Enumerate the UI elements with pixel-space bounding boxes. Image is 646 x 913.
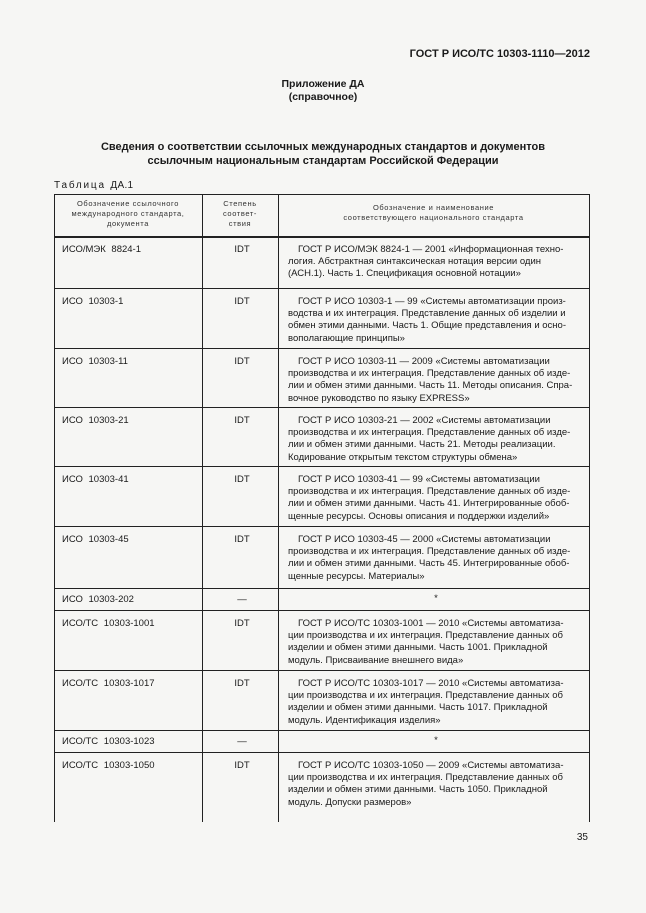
row-national-standard <box>288 415 584 464</box>
header-col-reference-line: Обозначение ссылочного <box>77 199 179 208</box>
row-reference: ИСО 10303-11 <box>62 356 128 367</box>
page-title-line-1: Сведения о соответствии ссылочных международных стандартов и документов <box>100 141 546 153</box>
row-text-line: ГОСТ Р ИСО 10303-21 — 2002 «Системы автоматизации <box>298 415 551 426</box>
row-text-line: производства и их интеграция. Представление данных об изде- <box>288 368 571 380</box>
header-col-reference-line: международного стандарта, <box>71 209 185 218</box>
row-text-line: ГОСТ Р ИСО/ТС 10303-1001 — 2010 «Системы автоматиза- <box>298 618 564 629</box>
row-degree: IDT <box>234 760 250 771</box>
table-caption-number: ДА.1 <box>110 180 134 191</box>
header-col-degree-line: ствия <box>228 219 252 228</box>
row-divider <box>54 407 590 408</box>
table-caption <box>54 180 133 191</box>
header-col-reference <box>54 199 202 229</box>
row-text-line: ГОСТ Р ИСО/ТС 10303-1050 — 2009 «Системы автоматиза- <box>298 760 564 771</box>
row-degree: IDT <box>234 618 250 629</box>
header-col-national-line: Обозначение и наименование <box>372 203 495 212</box>
row-degree: IDT <box>234 474 250 485</box>
row-text-line: изделии и обмен этими данными. Часть 1050. Прикладной <box>288 784 548 796</box>
row-reference: ИСО 10303-45 <box>62 534 129 545</box>
row-text-line: Кодирование открытым текстом структуры обмена» <box>288 451 518 463</box>
row-text-line: лии и обмен этими данными. Часть 41. Интегрированные обоб- <box>288 498 570 510</box>
row-text-line: лии и обмен этими данными. Часть 45. Интегрированные обоб- <box>288 558 570 570</box>
row-text-line: (АСН.1). Часть 1. Спецификация основной нотации» <box>288 268 521 280</box>
table-caption-prefix: Таблица <box>54 180 106 191</box>
row-divider <box>54 526 590 527</box>
row-reference: ИСО 10303-41 <box>62 474 129 485</box>
row-degree: IDT <box>234 356 250 367</box>
row-text-line: производства и их интеграция. Представление данных об изде- <box>288 486 571 498</box>
row-text-line: изделии и обмен этими данными. Часть 1017. Прикладной <box>288 702 548 714</box>
row-text-line: ГОСТ Р ИСО 10303-1 — 99 «Системы автоматизации произ- <box>298 296 566 307</box>
row-degree: — <box>237 594 247 605</box>
row-degree: — <box>237 736 247 747</box>
appendix-title: Приложение ДА <box>281 78 365 90</box>
row-national-standard <box>288 296 584 345</box>
row-text-line: щенные ресурсы. Основы описания и поддержки изделий» <box>288 510 550 522</box>
row-text-line: модуль. Идентификация изделия» <box>288 714 441 726</box>
appendix-heading <box>0 78 646 104</box>
row-text-line: * <box>434 735 438 746</box>
row-text-line: лии и обмен этими данными. Часть 11. Методы описания. Спра- <box>288 380 573 392</box>
row-degree: IDT <box>234 534 250 545</box>
header-col-reference-line: документа <box>107 219 149 228</box>
row-reference: ИСО/ТС 10303-1023 <box>62 736 155 747</box>
row-text-line: * <box>434 593 438 604</box>
row-divider <box>54 752 590 753</box>
row-text-line: лии и обмен этими данными. Часть 21. Методы реализации. <box>288 439 556 451</box>
header-col-degree-line: Степень <box>223 199 257 208</box>
standard-code-header: ГОСТ Р ИСО/ТС 10303-1110—2012 <box>409 48 590 60</box>
table-header-divider <box>54 236 590 238</box>
row-text-line: модуль. Допуски размеров» <box>288 796 412 808</box>
row-divider <box>54 730 590 731</box>
row-text-line: производства и их интеграция. Представление данных об изде- <box>288 427 571 439</box>
row-national-standard <box>288 244 584 281</box>
row-reference: ИСО/ТС 10303-1001 <box>62 618 155 629</box>
row-text-line: водства и их интеграция. Представление данных об изделии и <box>288 308 566 320</box>
row-reference: ИСО 10303-202 <box>62 594 134 605</box>
table-border-top <box>54 194 590 195</box>
row-text-line: вочное руководство по языку EXPRESS» <box>288 392 470 404</box>
header-col-degree-line: соответ- <box>222 209 257 218</box>
row-reference: ИСО 10303-1 <box>62 296 124 307</box>
row-reference: ИСО/ТС 10303-1050 <box>62 760 155 771</box>
row-divider <box>54 288 590 289</box>
row-text-line: ции производства и их интеграция. Представление данных об <box>288 772 563 784</box>
row-national-standard <box>288 618 584 667</box>
row-text-line: производства и их интеграция. Представление данных об изде- <box>288 546 571 558</box>
row-text-line: ГОСТ Р ИСО 10303-45 — 2000 «Системы автоматизации <box>298 534 551 545</box>
row-reference: ИСО/ТС 10303-1017 <box>62 678 155 689</box>
row-divider <box>54 348 590 349</box>
row-text-line: вополагающие принципы» <box>288 332 405 344</box>
row-national-standard <box>288 593 584 605</box>
row-text-line: ГОСТ Р ИСО 10303-11 — 2009 «Системы автоматизации <box>298 356 550 367</box>
row-reference: ИСО/МЭК 8824-1 <box>62 244 142 255</box>
appendix-subtitle: (справочное) <box>288 91 358 103</box>
row-text-line: щенные ресурсы. Материалы» <box>288 570 425 582</box>
header-col-degree <box>202 199 278 229</box>
header-col-national-line: соответствующего национального стандарта <box>343 213 524 222</box>
row-text-line: ции производства и их интеграция. Представление данных об <box>288 630 563 642</box>
row-national-standard <box>288 735 584 747</box>
row-text-line: ГОСТ Р ИСО 10303-41 — 99 «Системы автоматизации <box>298 474 540 485</box>
row-text-line: логия. Абстрактная синтаксическая нотация версии один <box>288 256 542 268</box>
row-degree: IDT <box>234 296 250 307</box>
row-text-line: модуль. Присваивание внешнего вида» <box>288 654 464 666</box>
row-national-standard <box>288 760 584 809</box>
row-text-line: изделии и обмен этими данными. Часть 1001. Прикладной <box>288 642 548 654</box>
row-divider <box>54 670 590 671</box>
correspondence-table <box>54 194 590 822</box>
row-text-line: ГОСТ Р ИСО/МЭК 8824-1 — 2001 «Информационная техно- <box>298 244 564 255</box>
row-divider <box>54 466 590 467</box>
row-divider <box>54 610 590 611</box>
row-text-line: ции производства и их интеграция. Представление данных об <box>288 690 563 702</box>
page-title-line-2: ссылочным национальным стандартам Российской Федерации <box>147 155 499 167</box>
row-national-standard <box>288 534 584 583</box>
page-number: 35 <box>576 832 588 843</box>
row-divider <box>54 588 590 589</box>
header-col-national-standard <box>278 203 589 223</box>
row-national-standard <box>288 474 584 523</box>
page-title <box>60 140 586 168</box>
row-national-standard <box>288 678 584 727</box>
row-text-line: ГОСТ Р ИСО/ТС 10303-1017 — 2010 «Системы автоматиза- <box>298 678 564 689</box>
row-degree: IDT <box>234 415 250 426</box>
row-degree: IDT <box>234 244 250 255</box>
row-national-standard <box>288 356 584 405</box>
row-degree: IDT <box>234 678 250 689</box>
row-text-line: обмен этими данными. Часть 1. Общие представления и осно- <box>288 320 566 332</box>
row-reference: ИСО 10303-21 <box>62 415 129 426</box>
